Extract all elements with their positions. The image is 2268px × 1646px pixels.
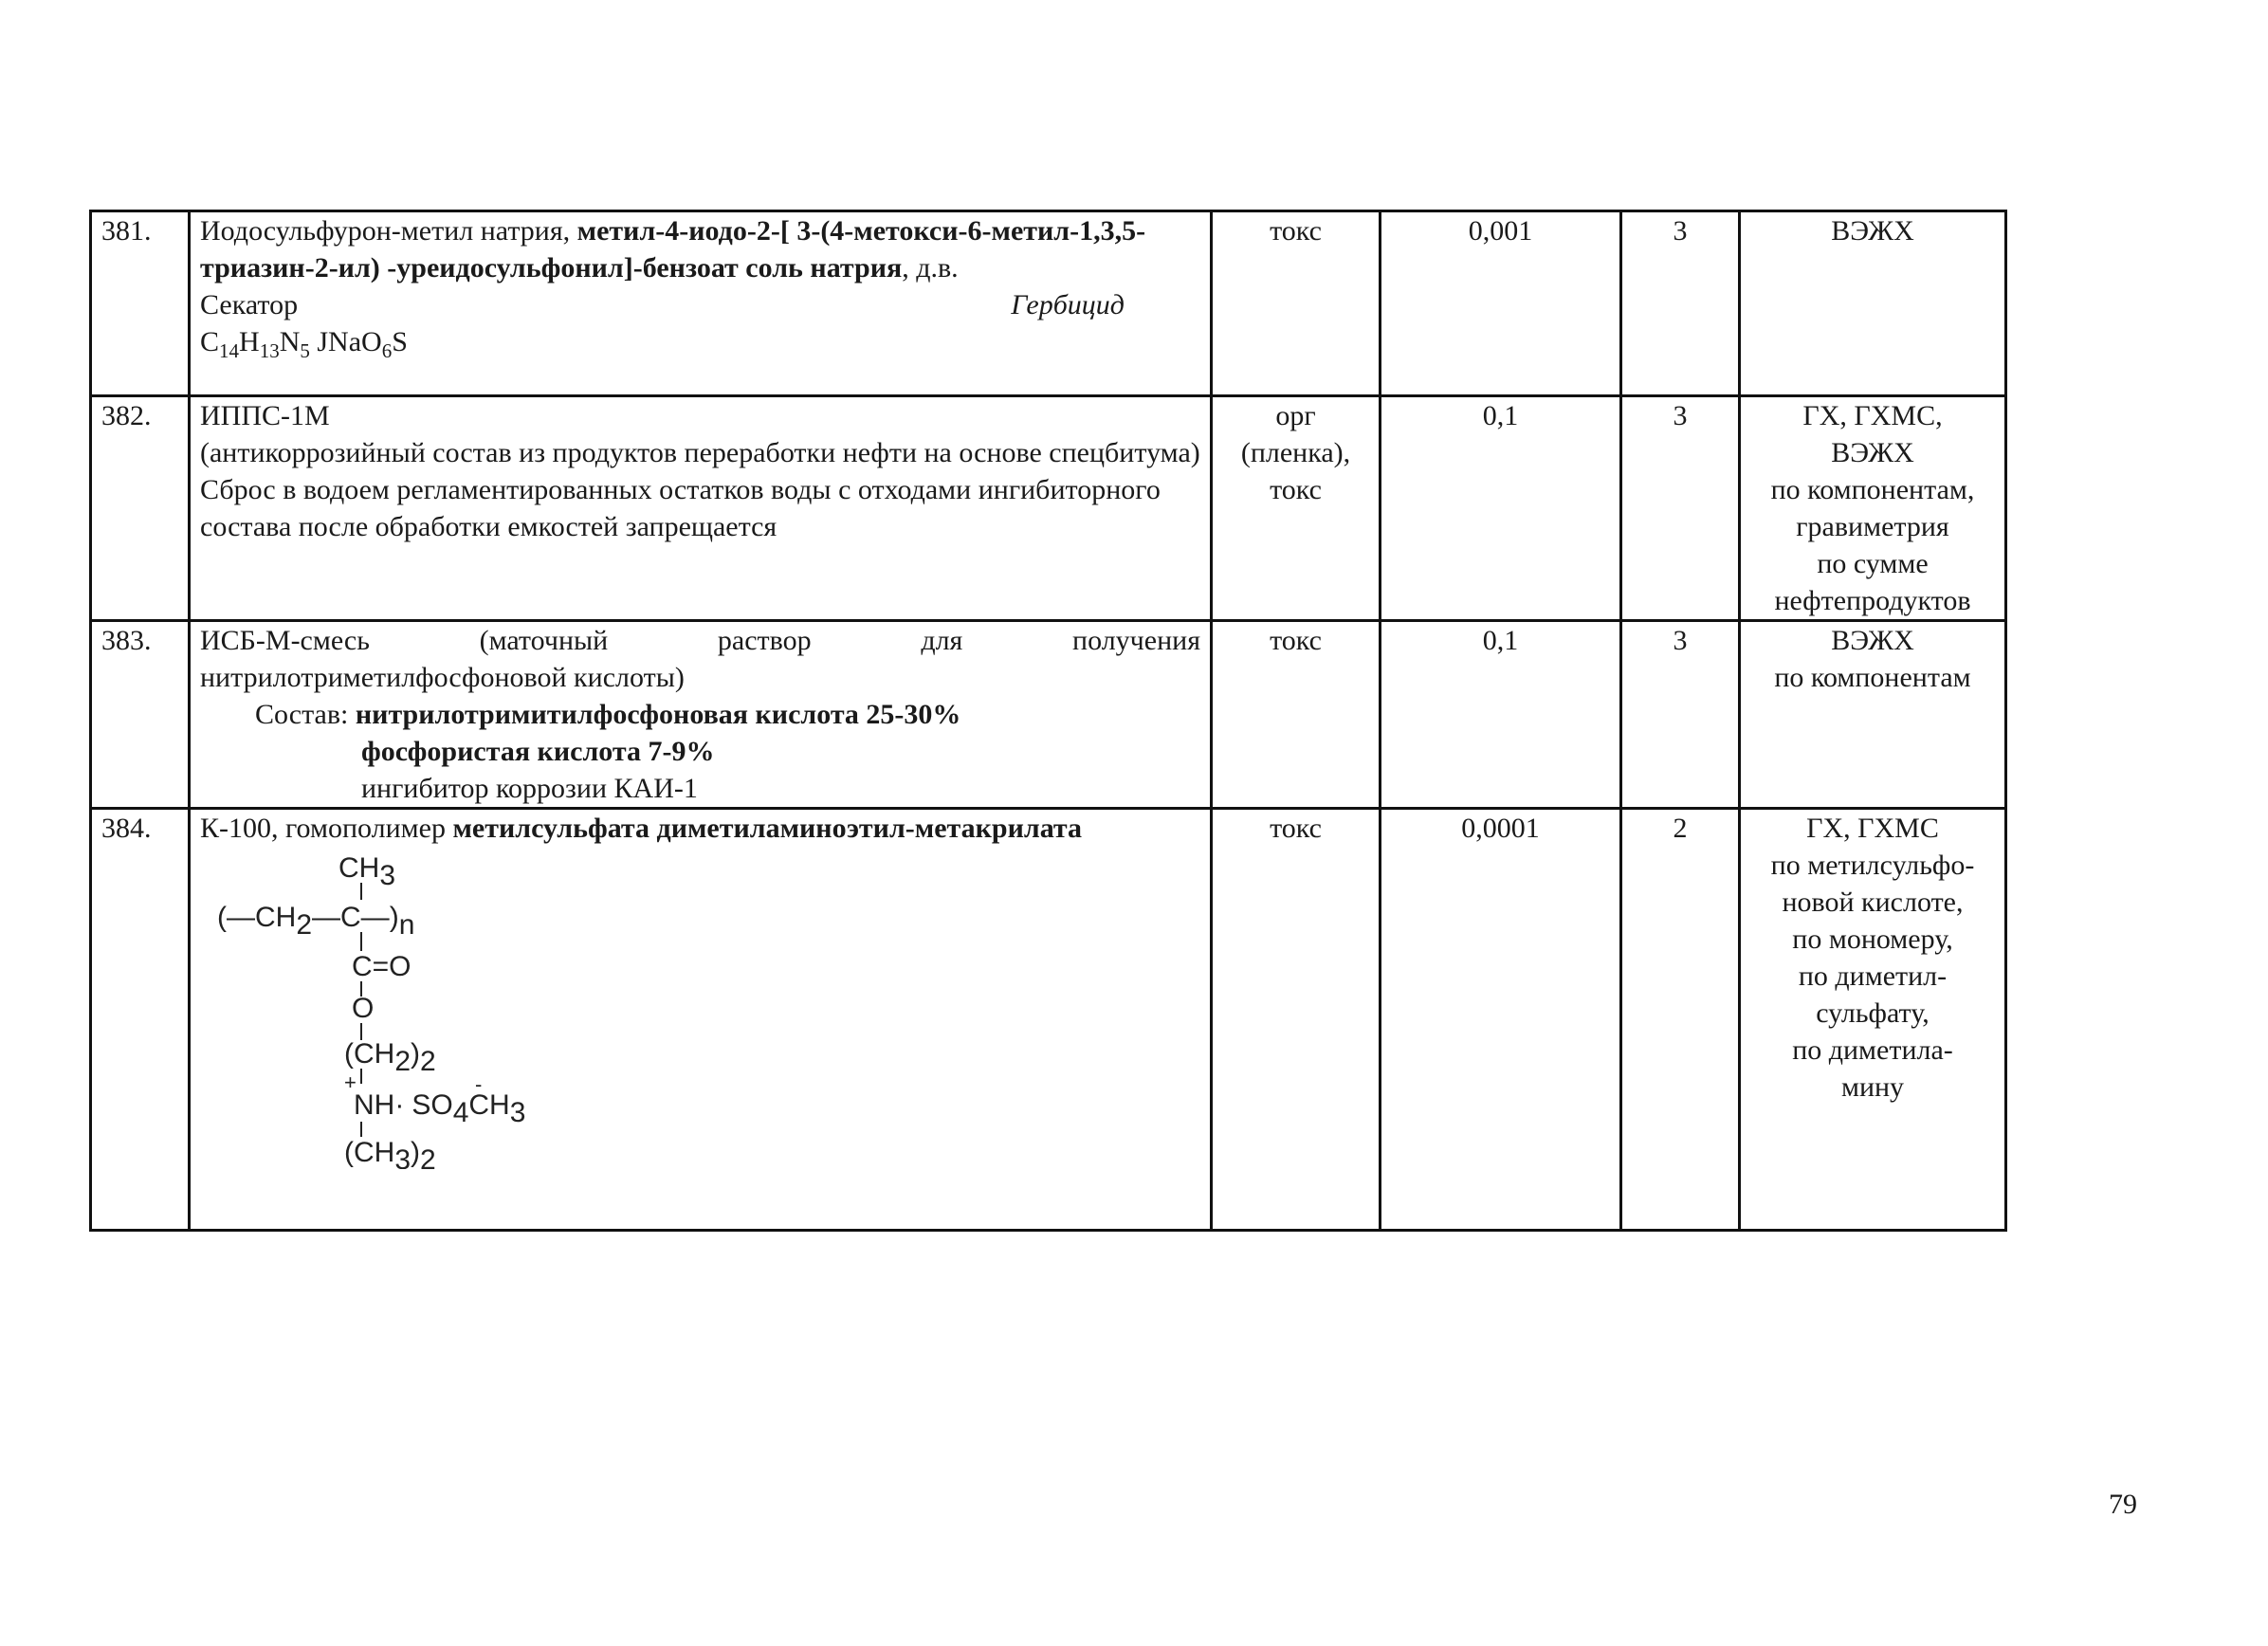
- hazard-indicator: токс: [1212, 621, 1381, 809]
- analysis-method: ГХ, ГХМС по метилсульфо- новой кислоте, по мономеру, по диметил- сульфату, по диметила- мину: [1740, 809, 2006, 1231]
- analysis-method: ГХ, ГХМС, ВЭЖХ по компонентам, гравиметрия по сумме нефтепродуктов: [1740, 396, 2006, 621]
- limit-value: 0,0001: [1381, 809, 1621, 1231]
- substance-name: Иодосульфурон-метил натрия, метил-4-иодо-2-[ 3-(4-метокси-6-метил-1,3,5-триазин-2-ил) -уреидосульфонил]-бензоат соль натрия, д.в.: [200, 215, 1146, 283]
- table-row: [91, 396, 2006, 621]
- substance-cell: [190, 396, 1212, 621]
- substance-name: К-100, гомополимер метилсульфата диметиламиноэтил-метакрилата: [200, 813, 1083, 844]
- formula-ethylene: (CH2)2: [344, 1038, 436, 1077]
- structural-formula: [200, 847, 579, 1169]
- component-3: ингибитор коррозии КАИ-1: [361, 773, 698, 804]
- limit-value: 0,1: [1381, 621, 1621, 809]
- table-row: [91, 211, 2006, 396]
- formula-ammonium: NH· SO4CH3: [354, 1089, 526, 1128]
- hazard-indicator: орг (пленка), токс: [1212, 396, 1381, 621]
- substance-cell: [190, 809, 1212, 1231]
- hazard-indicator: токс: [1212, 211, 1381, 396]
- formula-charge-plus: +: [344, 1070, 357, 1094]
- analysis-method: ВЭЖХ: [1740, 211, 2006, 396]
- row-number: 383.: [91, 621, 190, 809]
- row-number: 384.: [91, 809, 190, 1231]
- substance-name-line1: ИСБ-М-смесь (маточный раствор для получения: [200, 625, 1200, 656]
- trade-name-line: [200, 286, 1200, 323]
- table-row: [91, 621, 2006, 809]
- hazard-class: 3: [1621, 396, 1740, 621]
- row-number: 382.: [91, 396, 190, 621]
- table-row: [91, 809, 2006, 1231]
- substance-name: ИППС-1М: [200, 400, 330, 431]
- formula-oxygen: O: [352, 993, 375, 1024]
- substance-description: (антикоррозийный состав из продуктов переработки нефти на основе спецбитума): [200, 437, 1200, 468]
- composition-line: Состав: нитрилотримитилфосфоновая кислота 25-30%: [255, 699, 961, 730]
- analysis-method: ВЭЖХ по компонентам: [1740, 621, 2006, 809]
- page-number: 79: [2109, 1489, 2137, 1520]
- substance-name-line2: нитрилотриметилфосфоновой кислоты): [200, 662, 685, 693]
- limit-value: 0,1: [1381, 396, 1621, 621]
- hazard-class: 3: [1621, 621, 1740, 809]
- formula-carbonyl: C=O: [352, 951, 412, 982]
- chemical-formula: $C_{14}H_{13}N_5$ JNaO$_6$S: [200, 326, 408, 362]
- formula-charge-minus: -: [475, 1072, 483, 1096]
- formula-chain: (—CH2—C—)n: [217, 902, 415, 941]
- category: Гербицид: [1011, 289, 1125, 320]
- hazard-class: 3: [1621, 211, 1740, 396]
- hazard-class: 2: [1621, 809, 1740, 1231]
- row-number: 381.: [91, 211, 190, 396]
- hazard-indicator: токс: [1212, 809, 1381, 1231]
- limit-value: 0,001: [1381, 211, 1621, 396]
- substance-note: Сброс в водоем регламентированных остатков воды с отходами ингибиторного состава после обработки емкостей запрещается: [200, 474, 1161, 542]
- substance-cell: [190, 621, 1212, 809]
- trade-name: Секатор: [200, 289, 299, 320]
- component-2: фосфористая кислота 7-9%: [361, 736, 715, 767]
- formula-ch3-top: CH3: [338, 852, 396, 891]
- formula-dimethyl: (CH3)2: [344, 1137, 436, 1169]
- substances-table: [89, 210, 2007, 1232]
- substance-cell: [190, 211, 1212, 396]
